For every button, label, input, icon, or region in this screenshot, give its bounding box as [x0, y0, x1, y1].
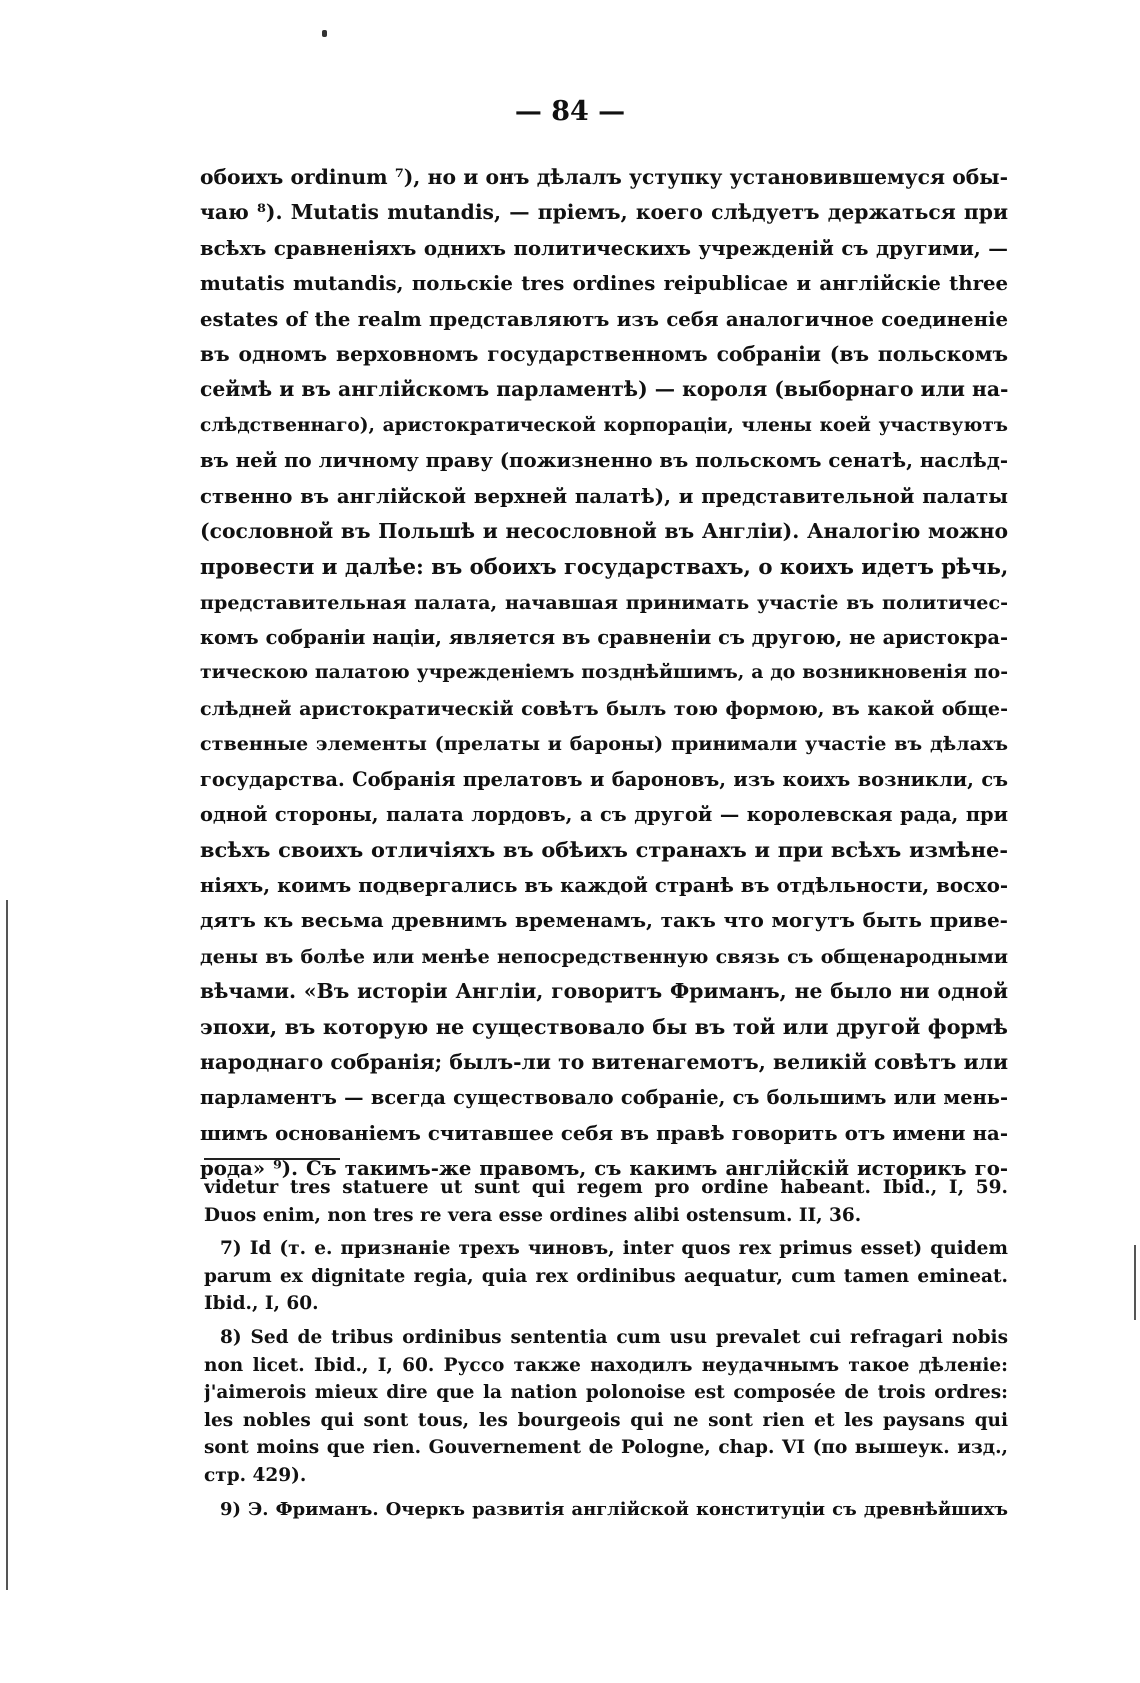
text-line: слѣдственнаго), аристократической корпораціи, члены коей участвуютъ	[200, 414, 1008, 436]
footnote-line: 9) Э. Фриманъ. Очеркъ развитія англійской конституціи съ древнѣйшихъ	[220, 1498, 1008, 1520]
page-number: — 84 —	[514, 96, 626, 127]
text-line: дены въ болѣе или менѣе непосредственную связь съ общенародными	[200, 944, 1008, 968]
text-line: mutatis mutandis, польскіе tres ordines reipublicae и англійскіе three	[200, 272, 1008, 296]
footnote-line: non licet. Ibid., I, 60. Руссо также находилъ неудачнымъ такое дѣленіе:	[204, 1354, 1008, 1376]
footnote-line: j'aimerois mieux dire que la nation polonoise est composée de trois ordres:	[204, 1382, 1008, 1404]
text-line: ственные элементы (прелаты и бароны) принимали участіе въ дѣлахъ	[200, 732, 1008, 756]
footnote-divider	[204, 1158, 340, 1160]
footnote-9	[204, 1496, 1008, 1524]
text-line: обоихъ ordinum ⁷), но и онъ дѣлалъ уступку установившемуся обы-	[200, 165, 1008, 189]
text-line: въ одномъ верховномъ государственномъ собраніи (въ польскомъ	[200, 341, 1008, 366]
text-line: шимъ основаніемъ считавшее себя въ правѣ говорить отъ имени на-	[200, 1121, 1008, 1145]
text-line: estates of the realm представляютъ изъ себя аналогичное соединеніе	[200, 307, 1008, 331]
text-line: парламентъ — всегда существовало собраніе, съ большимъ или мень-	[200, 1086, 1008, 1110]
footnote-continuation	[204, 1174, 1008, 1229]
text-line: сеймѣ и въ англійскомъ парламентѣ) — короля (выборнаго или на-	[200, 377, 1008, 402]
footnote-8	[204, 1324, 1008, 1490]
text-line: ніяхъ, коимъ подвергались въ каждой странѣ въ отдѣльности, восхо-	[200, 873, 1008, 897]
footnotes	[204, 1174, 1008, 1523]
text-line: (сословной въ Польшѣ и несословной въ Англіи). Аналогію можно	[200, 518, 1008, 543]
text-line: тическою палатою учрежденіемъ позднѣйшимъ, а до возникновенія по-	[200, 661, 1008, 684]
footnote-line: 7) Id (т. е. признаніе трехъ чиновъ, inter quos rex primus esset) quidem	[220, 1238, 1008, 1260]
text-line: провести и далѣе: въ обоихъ государствахъ, о коихъ идетъ рѣчь,	[200, 554, 1008, 580]
footnote-7	[204, 1235, 1008, 1318]
footnote-line: les nobles qui sont tous, les bourgeois qui ne sont rien et les paysans qui	[204, 1409, 1008, 1431]
text-line: въ ней по личному праву (пожизненно въ польскомъ сенатѣ, наслѣд-	[200, 449, 1008, 473]
text-line: представительная палата, начавшая принимать участіе въ политичес-	[200, 590, 1008, 614]
text-line: всѣхъ сравненіяхъ однихъ политическихъ учрежденій съ другими, —	[200, 236, 1008, 260]
footnote-line: sont moins que rien. Gouvernement de Pologne, chap. VI (по вышеук. изд.,	[204, 1437, 1008, 1459]
text-line: одной стороны, палата лордовъ, а съ другой — королевская рада, при	[200, 803, 1008, 827]
text-line: всѣхъ своихъ отличіяхъ въ обѣихъ странахъ и при всѣхъ измѣне-	[200, 837, 1008, 863]
footnote-line: Duos enim, non tres re vera esse ordines alibi ostensum. II, 36.	[204, 1204, 862, 1226]
footnote-line: parum ex dignitate regia, quia rex ordinibus aequatur, cum tamen emineat.	[204, 1265, 1008, 1287]
text-line: чаю ⁸). Mutatis mutandis, — пріемъ, коего слѣдуетъ держаться при	[200, 200, 1008, 225]
text-line: эпохи, въ которую не существовало бы въ той или другой формѣ	[200, 1014, 1008, 1040]
text-line: вѣчами. «Въ исторіи Англіи, говоритъ Фриманъ, не было ни одной	[200, 978, 1008, 1003]
text-line: ственно въ англійской верхней палатѣ), и представительной палаты	[200, 484, 1008, 508]
text-line: государства. Собранія прелатовъ и бароновъ, изъ коихъ возникли, съ	[200, 767, 1008, 791]
scan-dot-mark	[322, 30, 327, 37]
text-line: дятъ къ весьма древнимъ временамъ, такъ что могутъ быть приве-	[200, 908, 1008, 933]
main-text	[200, 160, 1008, 1186]
text-line: народнаго собранія; былъ-ли то витенагемотъ, великій совѣтъ или	[200, 1049, 1008, 1074]
text-line: комъ собраніи націи, является въ сравненіи съ другою, не аристокра-	[200, 626, 1008, 650]
text-line: слѣдней аристократическій совѣтъ былъ тою формою, въ какой обще-	[200, 696, 1008, 720]
scan-edge-line-right	[1134, 1245, 1136, 1320]
scan-edge-line-left	[6, 900, 8, 1590]
footnote-line: Ibid., I, 60.	[204, 1293, 319, 1315]
text-line: рода» ⁹). Съ такимъ-же правомъ, съ какимъ англійскій историкъ го-	[200, 1156, 1008, 1180]
footnote-line: videtur tres statuere ut sunt qui regem pro ordine habeant. Ibid., I, 59.	[204, 1177, 1008, 1198]
footnote-line: 8) Sed de tribus ordinibus sententia cum usu prevalet cui refragari nobis	[220, 1326, 1008, 1348]
footnote-line: стр. 429).	[204, 1464, 307, 1486]
